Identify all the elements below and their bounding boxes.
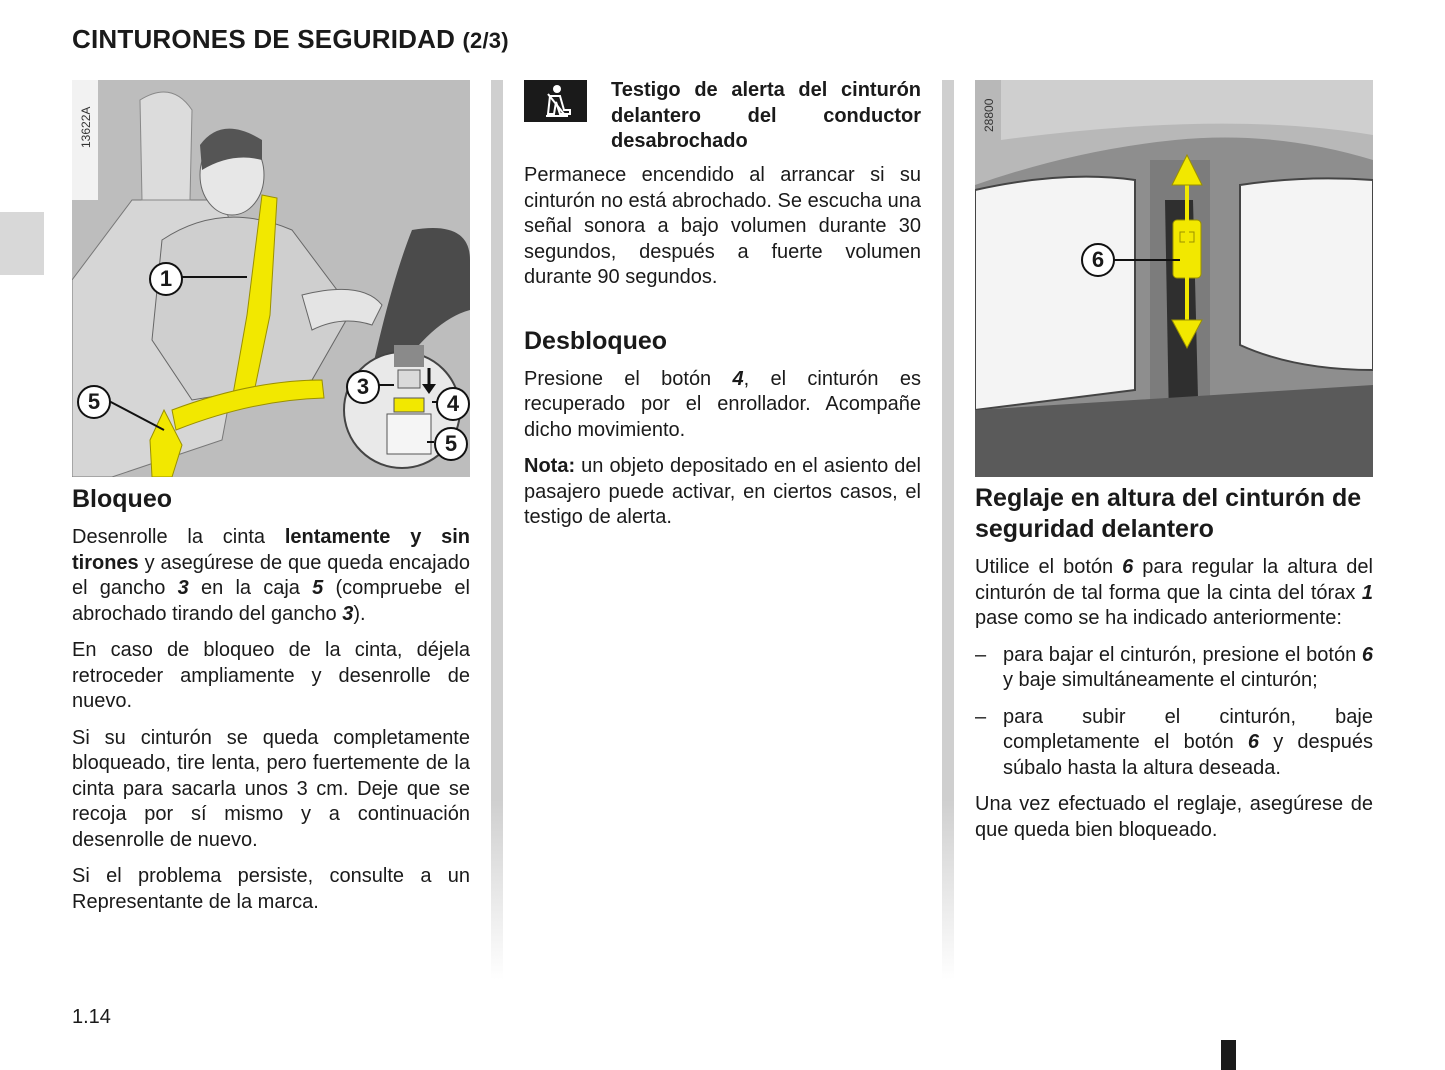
reglaje-heading: Reglaje en altura del cinturón de seguridad delantero xyxy=(975,484,1362,543)
reglaje-list-item: – para bajar el cinturón, presione el botón 6 y baje simultáneamente el cinturón; xyxy=(975,643,1373,691)
column-separator xyxy=(942,80,954,980)
reglaje-paragraph-1: Utilice el botón 6 para regular la altura del cinturón de tal forma que la cinta del tórax 1 pase como se ha indicado anteriormente: xyxy=(975,556,1373,629)
seatbelt-locking-figure xyxy=(72,80,470,477)
bloqueo-section xyxy=(72,484,470,915)
desbloqueo-heading: Desbloqueo xyxy=(524,326,668,355)
callout-1: 1 xyxy=(149,262,183,296)
figure-code: 28800 xyxy=(982,98,996,132)
desbloqueo-paragraph: Presione el botón 4, el cinturón es recuperado por el enrollador. Acompañe dicho movimiento. xyxy=(524,367,921,441)
page-number: 1.14 xyxy=(72,1006,111,1028)
callout-3: 3 xyxy=(346,370,380,404)
warning-text: Permanece encendido al arrancar si su cinturón no está abrochado. Se escucha una señal sonora a bajo volumen durante 30 segundos, después a fuerte volumen durante 90 segundos. xyxy=(524,164,921,288)
reglaje-section xyxy=(975,483,1373,843)
callout-6: 6 xyxy=(1081,243,1115,277)
warning-title: Testigo de alerta del cinturón delantero del conductor desabrochado xyxy=(611,79,921,152)
bloqueo-paragraph-4: Si el problema persiste, consulte a un Representante de la marca. xyxy=(72,865,470,913)
page-title-part: (2/3) xyxy=(462,28,509,53)
section-tab xyxy=(0,212,44,275)
desbloqueo-note: Nota: un objeto depositado en el asiento del pasajero puede activar, en ciertos casos, el testigo de alerta. xyxy=(524,455,921,528)
seatbelt-warning-icon xyxy=(524,80,587,122)
callout-5-inset: 5 xyxy=(434,427,468,461)
reglaje-list-item: – para subir el cinturón, baje completamente el botón 6 y después súbalo hasta la altura deseada. xyxy=(975,705,1373,779)
bloqueo-heading: Bloqueo xyxy=(72,485,172,513)
callout-4: 4 xyxy=(436,387,470,421)
page-title: CINTURONES DE SEGURIDAD (2/3) xyxy=(72,24,509,54)
height-adjust-figure xyxy=(975,80,1373,477)
bloqueo-paragraph-3: Si su cinturón se queda completamente bloqueado, tire lenta, pero fuertemente de la cinta para sacarla unos 3 cm. Deje que se recoja por sí mismo y a continuación desenrolle de nuevo. xyxy=(72,726,470,851)
column-separator xyxy=(491,80,503,980)
page-edge-marker xyxy=(1221,1040,1236,1070)
figure-code: 13622A xyxy=(79,106,93,148)
bloqueo-paragraph-2: En caso de bloqueo de la cinta, déjela retroceder ampliamente y desenrolle de nuevo. xyxy=(72,639,470,712)
callout-5: 5 xyxy=(77,385,111,419)
bloqueo-paragraph-1: Desenrolle la cinta lentamente y sin tirones y asegúrese de que queda encajado el gancho 3 en la caja 5 (compruebe el abrochado tirando del gancho 3). xyxy=(72,526,471,625)
reglaje-paragraph-2: Una vez efectuado el reglaje, asegúrese de que queda bien bloqueado. xyxy=(975,793,1373,841)
warning-section xyxy=(524,163,921,531)
